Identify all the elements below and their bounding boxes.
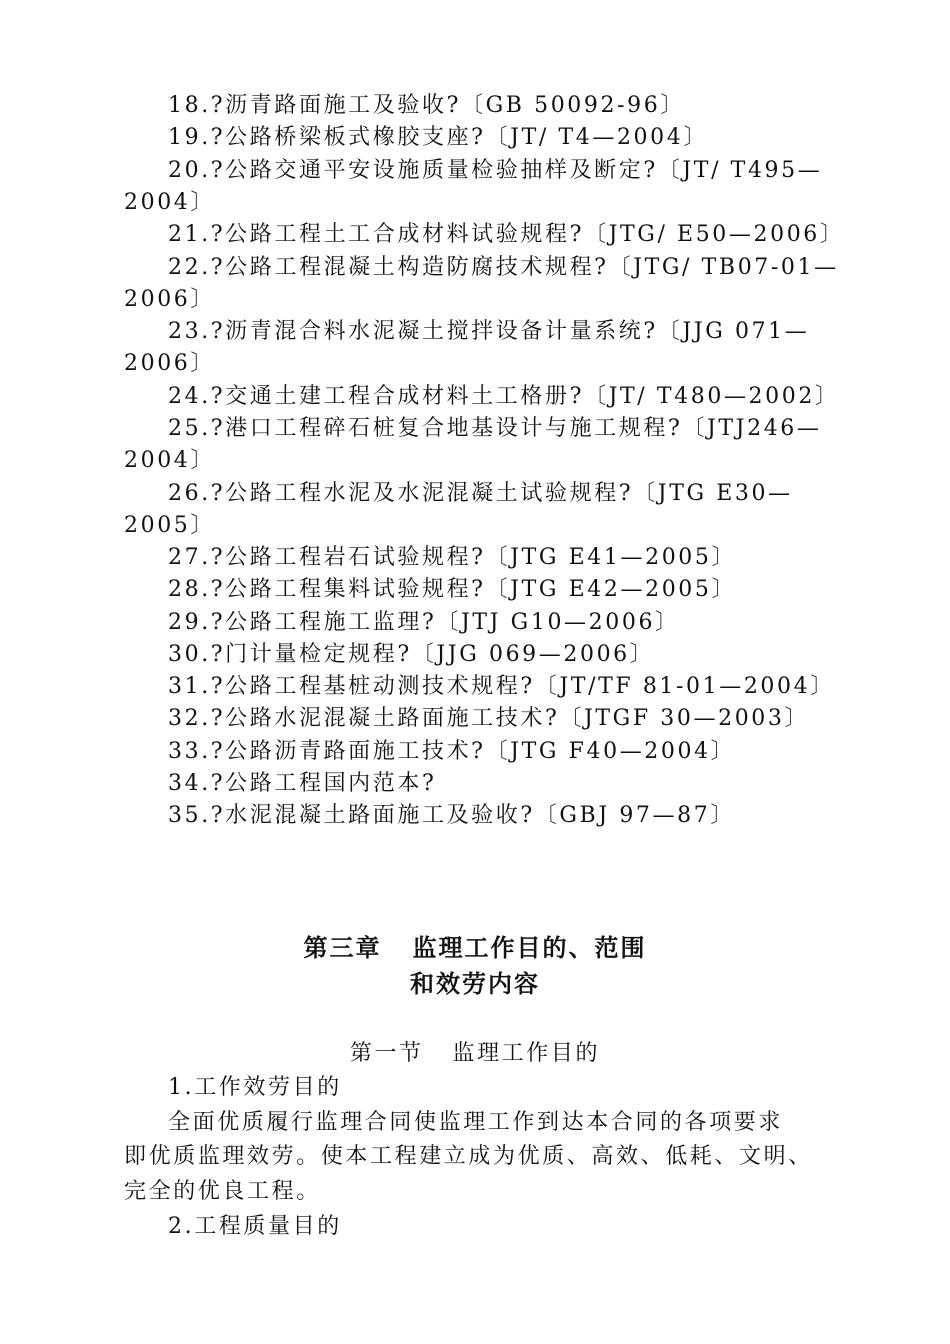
reference-item-31: 31.?公路工程基桩动测技术规程?〔JT/TF 81-01—2004〕: [168, 674, 835, 699]
reference-item-19: 19.?公路桥梁板式橡胶支座?〔JT/ T4—2004〕: [168, 125, 708, 150]
reference-item-29: 29.?公路工程施工监理?〔JTJ G10—2006〕: [168, 610, 680, 635]
reference-item-34: 34.?公路工程国内范本?: [168, 771, 437, 796]
reference-item-24: 24.?交通土建工程合成材料土工格册?〔JT/ T480—2002〕: [168, 384, 840, 409]
body-heading-1: 1.工作效劳目的: [168, 1075, 342, 1100]
body-paragraph-line-1: 全面优质履行监理合同使监理工作到达本合同的各项要求: [168, 1110, 784, 1135]
body-paragraph-line-2: 即优质监理效劳。使本工程建立成为优质、高效、低耗、文明、: [124, 1144, 813, 1169]
reference-item-23-continued: 2006〕: [124, 351, 215, 376]
reference-item-32: 32.?公路水泥混凝土路面施工技术?〔JTGF 30—2003〕: [168, 706, 810, 731]
reference-item-35: 35.?水泥混凝土路面施工及验收?〔GBJ 97—87〕: [168, 803, 735, 828]
reference-item-26: 26.?公路工程水泥及水泥混凝土试验规程?〔JTG E30—: [168, 481, 793, 506]
reference-item-25-continued: 2004〕: [124, 448, 215, 473]
reference-item-25: 25.?港口工程碎石桩复合地基设计与施工规程?〔JTJ246—: [168, 416, 822, 441]
reference-item-22: 22.?公路工程混凝土构造防腐技术规程?〔JTG/ TB07-01—: [168, 255, 839, 280]
reference-item-18: 18.?沥青路面施工及验收?〔GB 50092-96〕: [168, 93, 685, 118]
reference-item-30: 30.?门计量检定规程?〔JJG 069—2006〕: [168, 642, 655, 667]
reference-item-20-continued: 2004〕: [124, 190, 215, 215]
chapter-title-continued: 和效劳内容: [410, 970, 540, 998]
body-heading-2: 2.工程质量目的: [168, 1214, 342, 1239]
chapter-title: 第三章 监理工作目的、范围: [303, 934, 647, 962]
reference-item-26-continued: 2005〕: [124, 513, 215, 538]
reference-item-20: 20.?公路交通平安设施质量检验抽样及断定?〔JT/ T495—: [168, 158, 823, 183]
reference-item-33: 33.?公路沥青路面施工技术?〔JTG F40—2004〕: [168, 739, 736, 764]
reference-item-23: 23.?沥青混合料水泥凝土搅拌设备计量系统?〔JJG 071—: [168, 319, 810, 344]
reference-item-22-continued: 2006〕: [124, 287, 215, 312]
section-title: 第一节 监理工作目的: [349, 1041, 601, 1066]
reference-item-28: 28.?公路工程集料试验规程?〔JTG E42—2005〕: [168, 577, 737, 602]
reference-item-27: 27.?公路工程岩石试验规程?〔JTG E41—2005〕: [168, 545, 737, 570]
reference-item-21: 21.?公路工程土工合成材料试验规程?〔JTG/ E50—2006〕: [168, 222, 845, 247]
body-paragraph-line-3: 完全的优良工程。: [124, 1179, 321, 1204]
